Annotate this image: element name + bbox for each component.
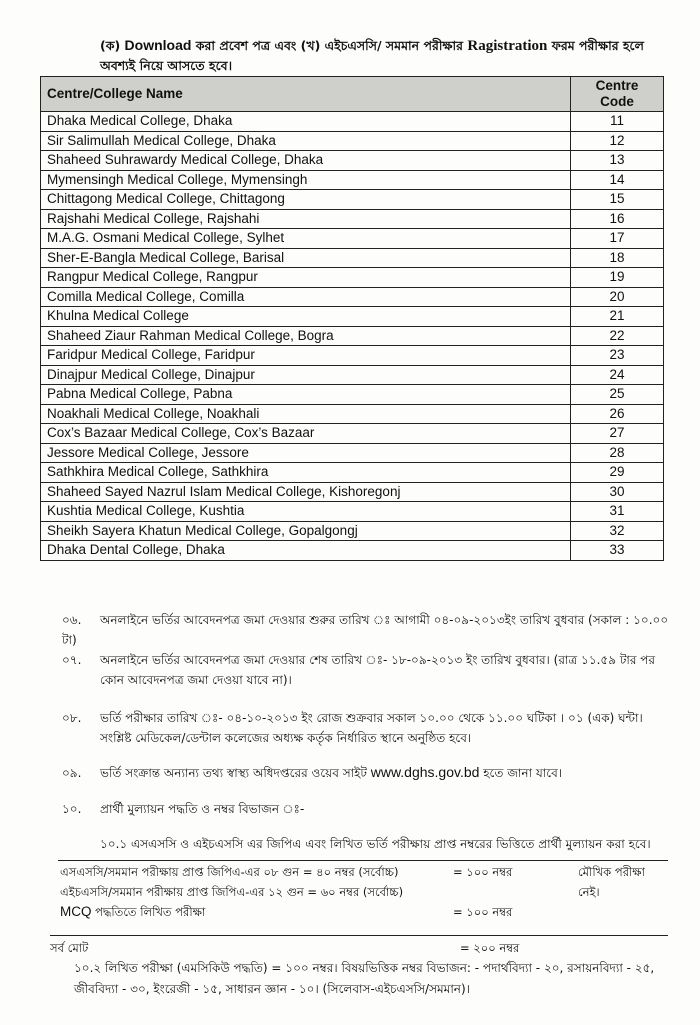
table-row	[41, 151, 664, 171]
table-row	[41, 209, 664, 229]
college-name-cell: Khulna Medical College	[41, 307, 571, 327]
college-name-cell: Rangpur Medical College, Rangpur	[41, 268, 571, 288]
sub-10-2-line1: ১০.২ লিখিত পরীক্ষা (এমসিকিউ পদ্ধতি) = ১০০ নম্বর। বিষয়ভিত্তিক নম্বর বিভাজন: - পদার্থবিদ্যা - ২০, রসায়নবিদ্যা - ২৫,	[74, 961, 655, 975]
table-row	[41, 346, 664, 366]
item-text-continued: কোন আবেদনপত্র জমা দেওয়া যাবে না)।	[100, 673, 292, 687]
centre-code-cell: 26	[571, 404, 664, 424]
item-10-evaluation	[62, 799, 682, 819]
centre-code-cell: 20	[571, 287, 664, 307]
item-text: প্রার্থী মুল্যায়ন পদ্ধতি ও নম্বর বিভাজন ঃ-	[100, 802, 305, 816]
mcq-line	[60, 904, 205, 923]
college-name-cell: Sher-E-Bangla Medical College, Barisal	[41, 248, 571, 268]
table-row	[41, 170, 664, 190]
item-number: ০৬.	[62, 613, 82, 627]
centre-code-cell: 16	[571, 209, 664, 229]
gpa-total: = ১০০ নম্বর	[453, 865, 513, 879]
table-row	[41, 404, 664, 424]
college-name-cell: Shaheed Suhrawardy Medical College, Dhaka	[41, 151, 571, 171]
item-09-website-info	[62, 762, 682, 783]
website-link[interactable]: www.dghs.gov.bd	[370, 764, 480, 780]
header-code-line1: Centre	[595, 78, 639, 93]
college-name-cell: Shaheed Ziaur Rahman Medical College, Bogra	[41, 326, 571, 346]
centre-code-cell: 11	[571, 112, 664, 132]
table-header-row	[41, 77, 664, 112]
centre-code-cell: 28	[571, 443, 664, 463]
centre-code-table	[40, 76, 664, 561]
centre-code-cell: 14	[571, 170, 664, 190]
college-name-cell: Pabna Medical College, Pabna	[41, 385, 571, 405]
table-row	[41, 190, 664, 210]
table-row	[41, 541, 664, 561]
item-08-exam-date	[62, 708, 682, 748]
header-centre-code	[571, 77, 664, 112]
centre-code-cell: 15	[571, 190, 664, 210]
divider-top	[58, 860, 668, 861]
grand-total-value: = ২০০ নম্বর	[460, 941, 520, 955]
intro-mid: করা প্রবেশ পত্র এবং (খ) এইচএসসি/ সমমান পরীক্ষার	[191, 38, 468, 53]
divider-bottom	[50, 935, 668, 936]
item-07-end-date	[62, 650, 682, 690]
table-row	[41, 365, 664, 385]
centre-code-cell: 17	[571, 229, 664, 249]
item-text: ভর্তি সংক্রান্ত অন্যান্য তথ্য স্বাস্থ্য অধিদপ্তরের ওয়েব সাইট	[100, 766, 371, 780]
table-row	[41, 482, 664, 502]
intro-registration-word: Ragistration	[467, 38, 548, 54]
table-row	[41, 307, 664, 327]
centre-code-cell: 18	[571, 248, 664, 268]
college-name-cell: Kushtia Medical College, Kushtia	[41, 502, 571, 522]
college-name-cell: Sir Salimullah Medical College, Dhaka	[41, 131, 571, 151]
intro-prefix: (ক)	[100, 38, 125, 53]
table-row	[41, 229, 664, 249]
college-name-cell: Comilla Medical College, Comilla	[41, 287, 571, 307]
table-row	[41, 112, 664, 132]
item-number: ০৮.	[62, 711, 82, 725]
centre-code-cell: 12	[571, 131, 664, 151]
table-row	[41, 248, 664, 268]
header-college-name: Centre/College Name	[41, 77, 571, 112]
centre-code-cell: 13	[571, 151, 664, 171]
college-name-cell: Dhaka Dental College, Dhaka	[41, 541, 571, 561]
intro-suffix: ফরম পরীক্ষার হলে অবশ্যই নিয়ে আসতে হবে।	[100, 38, 644, 73]
item-text-continued: সংশ্লিষ্ট মেডিকেল/ডেন্টাল কলেজের অধ্যক্ষ কর্তৃক নির্ধারিত স্থানে অনুষ্ঠিত হবে।	[100, 731, 472, 745]
college-name-cell: M.A.G. Osmani Medical College, Sylhet	[41, 229, 571, 249]
sub-10-1: ১০.১ এসএসসি ও এইচএসসি এর জিপিএ এবং লিখিত ভর্তি পরীক্ষায় প্রাপ্ত নম্বরের ভিত্তিতে প্রার্থী মুল্যায়ন করা হবে।	[100, 837, 651, 851]
mcq-label: MCQ	[60, 904, 92, 919]
college-name-cell: Dhaka Medical College, Dhaka	[41, 112, 571, 132]
item-text: অনলাইনে ভর্তির আবেদনপত্র জমা দেওয়ার শুরুর তারিখ ঃ আগামী ০৪-০৯-২০১৩ইং তারিখ বুধবার (সকাল : ১০.০০ টা)	[62, 613, 669, 647]
centre-code-cell: 30	[571, 482, 664, 502]
table-row	[41, 502, 664, 522]
college-name-cell: Shaheed Sayed Nazrul Islam Medical College, Kishoregonj	[41, 482, 571, 502]
table-row	[41, 463, 664, 483]
table-row	[41, 268, 664, 288]
viva-note-line1: মৌখিক পরীক্ষা	[578, 865, 645, 879]
college-name-cell: Rajshahi Medical College, Rajshahi	[41, 209, 571, 229]
item-text: অনলাইনে ভর্তির আবেদনপত্র জমা দেওয়ার শেষ তারিখ ঃ- ১৮-০৯-২০১৩ ইং তারিখ বুধবার। (রাত্র ১১.৫৯ টার পর	[100, 653, 655, 667]
sub-10-2-line2: জীববিদ্যা - ৩০, ইংরেজী - ১৫, সাধারন জ্ঞান - ১০। (সিলেবাস-এইচএসসি/সমমান)।	[74, 982, 470, 996]
college-name-cell: Faridpur Medical College, Faridpur	[41, 346, 571, 366]
centre-code-cell: 21	[571, 307, 664, 327]
item-number: ১০.	[62, 802, 82, 816]
college-name-cell: Noakhali Medical College, Noakhali	[41, 404, 571, 424]
item-number: ০৯.	[62, 766, 82, 780]
item-text: ভর্তি পরীক্ষার তারিখ ঃ- ০৪-১০-২০১৩ ইং রোজ শুক্রবার সকাল ১০.০০ থেকে ১১.০০ ঘটিকা । ০১ (এক) ঘন্টা।	[100, 711, 643, 725]
item-text-after: হতে জানা যাবে।	[479, 766, 563, 780]
table-row	[41, 385, 664, 405]
centre-code-cell: 33	[571, 541, 664, 561]
college-name-cell: Dinajpur Medical College, Dinajpur	[41, 365, 571, 385]
table-row	[41, 326, 664, 346]
table-row	[41, 424, 664, 444]
intro-download-word: Download	[124, 37, 192, 53]
table-row	[41, 287, 664, 307]
viva-note-line2: নেই।	[578, 885, 600, 899]
item-06-start-date	[62, 610, 682, 650]
college-name-cell: Chittagong Medical College, Chittagong	[41, 190, 571, 210]
centre-code-cell: 25	[571, 385, 664, 405]
hsc-gpa-line: এইচএসসি/সমমান পরীক্ষায় প্রাপ্ত জিপিএ-এর ১২ গুন = ৬০ নম্বর (সর্বোচ্চ)	[60, 885, 404, 899]
mcq-text: পদ্ধতিতে লিখিত পরীক্ষা	[91, 905, 206, 919]
intro-note	[100, 36, 680, 75]
centre-code-cell: 22	[571, 326, 664, 346]
centre-code-cell: 31	[571, 502, 664, 522]
table-row	[41, 443, 664, 463]
table-body	[41, 112, 664, 561]
college-name-cell: Sheikh Sayera Khatun Medical College, Gopalgongj	[41, 521, 571, 541]
sub-10-2	[74, 958, 684, 1000]
centre-code-cell: 19	[571, 268, 664, 288]
college-name-cell: Sathkhira Medical College, Sathkhira	[41, 463, 571, 483]
centre-code-cell: 27	[571, 424, 664, 444]
college-name-cell: Cox’s Bazaar Medical College, Cox’s Bazaar	[41, 424, 571, 444]
ssc-gpa-line: এসএসসি/সমমান পরীক্ষায় প্রাপ্ত জিপিএ-এর ০৮ গুন = ৪০ নম্বর (সর্বোচ্চ)	[60, 865, 399, 879]
grand-total-label: সর্ব মোট	[50, 941, 89, 955]
centre-code-cell: 24	[571, 365, 664, 385]
centre-code-cell: 29	[571, 463, 664, 483]
college-name-cell: Mymensingh Medical College, Mymensingh	[41, 170, 571, 190]
table-row	[41, 131, 664, 151]
college-name-cell: Jessore Medical College, Jessore	[41, 443, 571, 463]
table-row	[41, 521, 664, 541]
item-number: ০৭.	[62, 653, 82, 667]
mcq-total: = ১০০ নম্বর	[453, 905, 513, 919]
centre-code-cell: 23	[571, 346, 664, 366]
header-code-line2: Code	[600, 94, 634, 109]
centre-code-cell: 32	[571, 521, 664, 541]
